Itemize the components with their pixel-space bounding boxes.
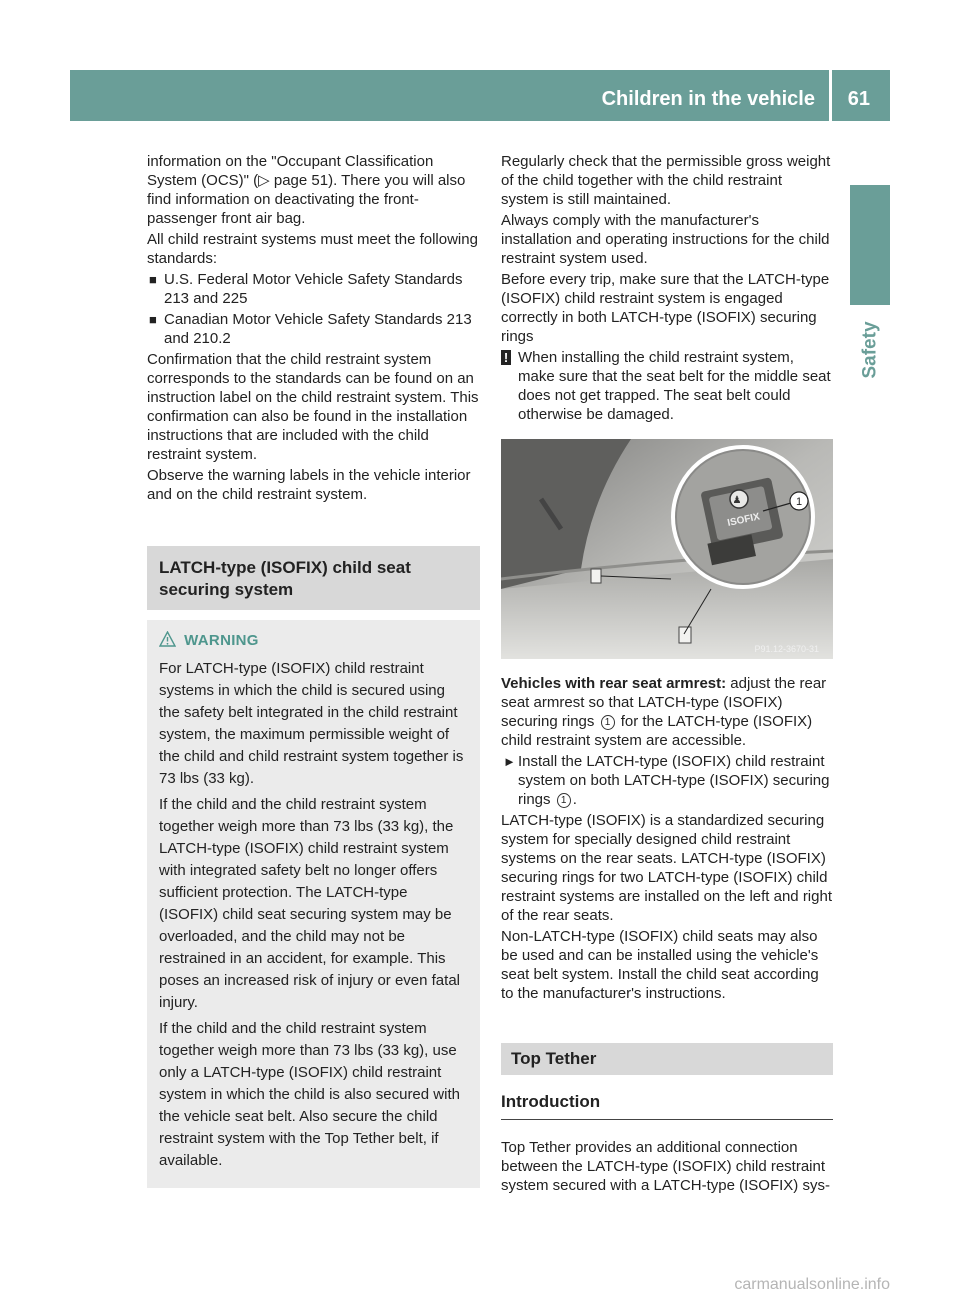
note-block — [501, 348, 833, 424]
section-heading-latch: LATCH-type (ISOFIX) child seat securing system — [147, 546, 480, 610]
warning-paragraph: If the child and the child restraint system together weigh more than 73 lbs (33 kg), use only a LATCH-type (ISOFIX) child restraint system in which the child is also secured with the vehicle seat belt. Also secure the child restraint system with the Top Tether belt, if available. — [159, 1020, 460, 1169]
observe-paragraph: Observe the warning labels in the vehicle interior and on the child restraint system. — [147, 467, 471, 503]
exclamation-icon: ! — [501, 350, 511, 365]
subsection-heading-introduction: Introduction — [501, 1091, 833, 1120]
intro-paragraph: information on the "Occupant Classification System (OCS)" (▷ page 51). There you will also find information on deactivating the front-passenger front air bag. — [147, 153, 466, 227]
isofix-label: ISOFIX — [726, 511, 761, 529]
section-heading-top-tether: Top Tether — [501, 1043, 833, 1075]
top-tether-paragraph: Top Tether provides an additional connection between the LATCH-type (ISOFIX) child restraint system secured with a LATCH-type (ISOFIX) sys- — [501, 1139, 830, 1194]
confirmation-paragraph: Confirmation that the child restraint system corresponds to the standards can be found on an instruction label on the child restraint system. This confirmation can also be found in the installation instructions that are included with the child restraint system. — [147, 351, 479, 463]
reference-icon: 1 — [601, 715, 615, 730]
armrest-paragraph: Vehicles with rear seat armrest: adjust the rear seat armrest so that LATCH-type (ISOFIX) securing rings 1 for the LATCH-type (ISOFIX) child restraint system are accessible. — [501, 675, 827, 749]
left-column — [147, 152, 480, 1188]
list-item: ■ U.S. Federal Motor Vehicle Safety Standards 213 and 225 — [149, 271, 463, 307]
page-number: 61 — [847, 88, 870, 110]
isofix-seat-photo — [501, 439, 833, 659]
standards-intro: All child restraint systems must meet the following standards: — [147, 231, 478, 267]
svg-text:♟: ♟ — [732, 495, 742, 506]
header-divider — [829, 70, 832, 121]
list-item: ■ Canadian Motor Vehicle Safety Standards 213 and 210.2 — [149, 311, 472, 347]
warning-triangle-icon — [159, 631, 176, 647]
reference-icon: 1 — [557, 793, 571, 808]
bullet-icon: ■ — [149, 312, 157, 327]
note-text: When installing the child restraint system, make sure that the seat belt for the middle seat does not get trapped. The seat belt could otherwise be damaged. — [518, 349, 831, 423]
chapter-title: Children in the vehicle — [601, 88, 815, 110]
non-latch-paragraph: Non-LATCH-type (ISOFIX) child seats may also be used and can be installed using the vehicle's seat belt system. Install the child seat according to the manufacturer's instructions. — [501, 928, 819, 1002]
instruction-step: ► Install the LATCH-type (ISOFIX) child restraint system on both LATCH-type (ISOFIX) securing rings 1 . — [503, 753, 830, 808]
comply-paragraph: Always comply with the manufacturer's installation and operating instructions for the child restraint system used. — [501, 212, 830, 267]
page-header — [70, 70, 890, 121]
step-arrow-icon: ► — [503, 754, 516, 769]
before-trip-paragraph: Before every trip, make sure that the LATCH-type (ISOFIX) child restraint system is engaged correctly in both LATCH-type (ISOFIX) securing rings — [501, 271, 830, 345]
callout-number: 1 — [795, 496, 803, 508]
warning-box — [147, 620, 480, 1188]
image-code: P91.12-3670-31 — [754, 644, 819, 654]
watermark: carmanualsonline.info — [734, 1276, 890, 1293]
section-tab-marker — [850, 185, 890, 305]
warning-paragraph: For LATCH-type (ISOFIX) child restraint systems in which the child is secured using the safety belt integrated in the child restraint system, the maximum permissible weight of the child and child restraint system together is 73 lbs (33 kg). — [159, 660, 464, 787]
gross-weight-paragraph: Regularly check that the permissible gross weight of the child together with the child restraint system is still maintained. — [501, 153, 831, 208]
warning-title: WARNING — [184, 632, 259, 649]
right-column — [501, 152, 833, 1197]
bullet-icon: ■ — [149, 272, 157, 287]
section-tab-label: Safety — [859, 321, 881, 379]
latch-standard-paragraph: LATCH-type (ISOFIX) is a standardized securing system for specially designed child restraint systems on the rear seats. LATCH-type (ISOFIX) securing rings for two LATCH-type (ISOFIX) child restraint systems are installed on the left and right of the rear seats. — [501, 812, 832, 924]
warning-paragraph: If the child and the child restraint system together weigh more than 73 lbs (33 kg), the LATCH-type (ISOFIX) child restraint system with integrated safety belt no longer offers sufficient protection. The LATCH-type (ISOFIX) child seat securing system may be overloaded, and the child may not be restrained in an accident, for example. This poses an increased risk of injury or even fatal injury. — [159, 796, 460, 1011]
